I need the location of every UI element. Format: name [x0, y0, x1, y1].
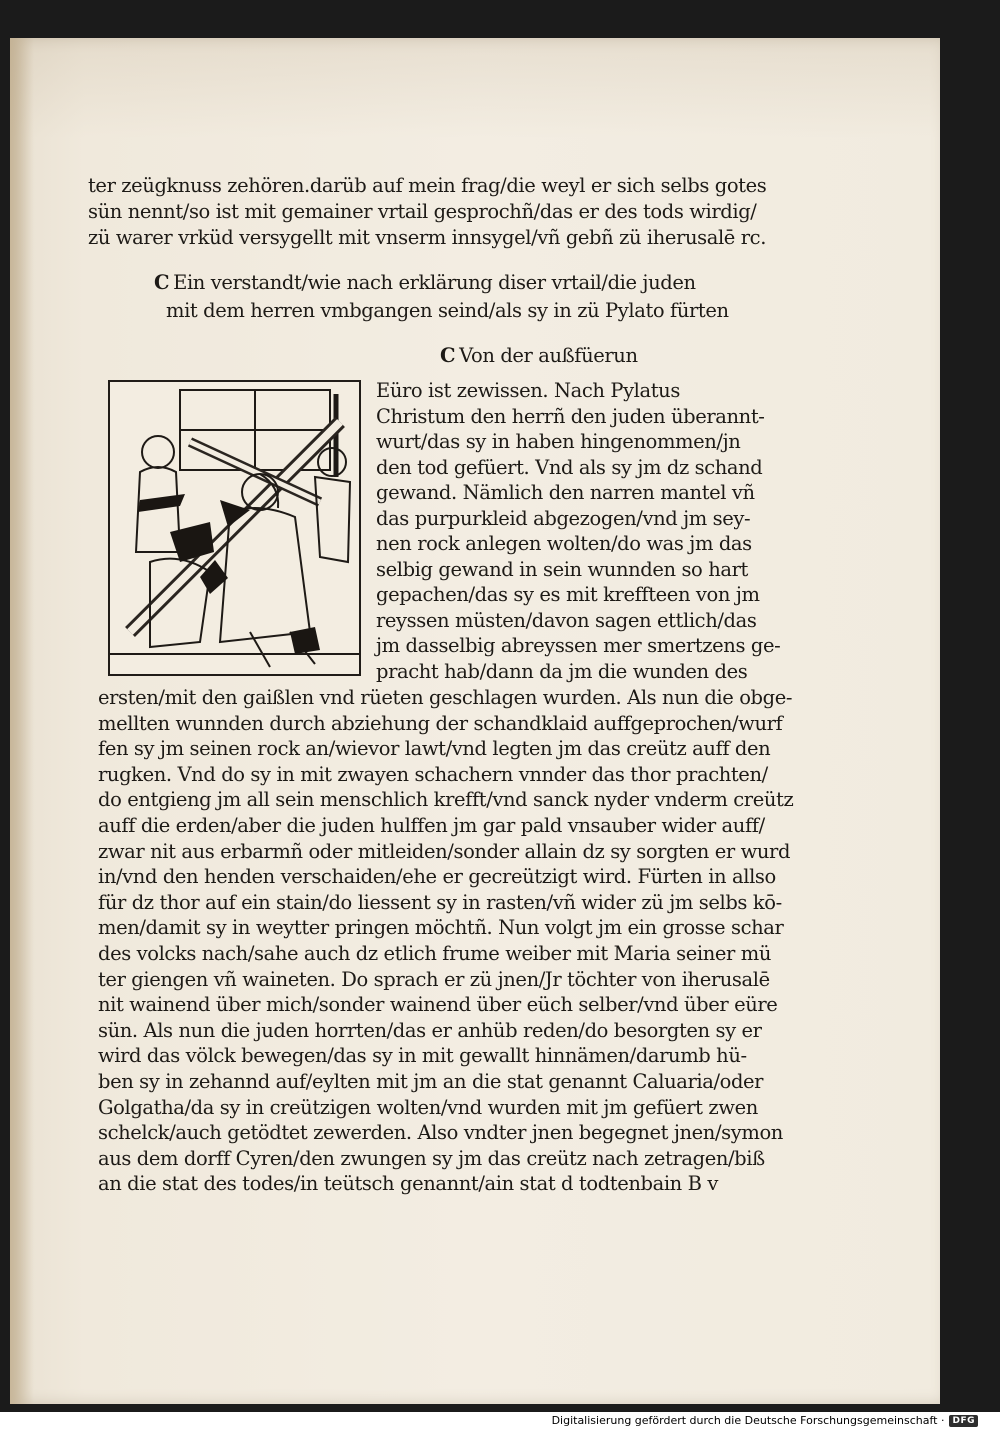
text-line: gepachen/das sy es mit kreffteen von jm — [376, 583, 760, 606]
text-line: gewand. Nämlich den narren mantel vñ — [376, 481, 755, 504]
text-line: nit wainend über mich/sonder wainend über eüch selber/vnd über eüre — [98, 993, 778, 1017]
digitization-credit — [552, 1414, 978, 1427]
text-line: in/vnd den henden verschaiden/ehe er gecreützigt wird. Fürten in allso — [98, 865, 776, 889]
heading-line: Ein verstandt/wie nach erklärung diser vrtail/die juden — [173, 271, 696, 294]
text-line: do entgieng jm all sein menschlich krefft/vnd sanck nyder vnderm creütz — [98, 788, 794, 812]
text-line: ben sy in zehannd auf/eylten mit jm an die stat genannt Caluaria/oder — [98, 1070, 764, 1093]
text-line: wurt/das sy in haben hingenommen/jn — [376, 430, 741, 453]
pilcrow-mark: C — [440, 344, 456, 367]
text-line: selbig gewand in sein wunnden so hart — [376, 557, 748, 581]
pilcrow-mark: C — [154, 271, 170, 294]
text-line: aus dem dorff Cyren/den zwungen sy jm das creütz nach zetragen/biß — [98, 1146, 765, 1170]
text-line-initial: Eüro ist zewissen. Nach Pylatus — [376, 379, 680, 402]
woodcut-illustration — [108, 380, 361, 676]
text-line: Christum den herrñ den juden überannt- — [376, 404, 765, 428]
text-line: rugken. Vnd do sy in mit zwayen schachern vnnder das thor prachten/ — [98, 762, 768, 786]
text-line: zwar nit aus erbarmñ oder mitleiden/sonder allain dz sy sorgten er wurd — [98, 839, 791, 863]
text-line: jm dasselbig abreyssen mer smertzens ge- — [376, 634, 781, 657]
text-line: zü warer vrküd versygellt mit vnserm innsygel/vñ gebñ zü iherusalē rc. — [88, 226, 766, 249]
text-line: reyssen müsten/davon sagen ettlich/das — [376, 608, 757, 632]
heading-line: mit dem herren vmbgangen seind/als sy in zü Pylato fürten — [166, 299, 729, 322]
text-line-last: an die stat des todes/in teütsch genannt/ain stat d todtenbain B v — [98, 1172, 718, 1196]
text-line: den tod gefüert. Vnd als sy jm dz schand — [376, 455, 763, 479]
text-line: ter zeügknuss zehören.darüb auf mein frag/die weyl er sich selbs gotes — [88, 174, 767, 197]
text-line: des volcks nach/sahe auch dz etlich frume weiber mit Maria seiner mü — [98, 942, 772, 965]
chapter-title-text: Von der außfüerun — [459, 344, 638, 367]
christ-carrying-cross-woodcut-icon — [110, 382, 359, 674]
text-line: nen rock anlegen wolten/do was jm das — [376, 532, 752, 555]
text-line: das purpurkleid abgezogen/vnd jm sey- — [376, 506, 751, 530]
text-line: ter giengen vñ waineten. Do sprach er zü jnen/Jr töchter von iherusalē — [98, 967, 770, 991]
text-line: fen sy jm seinen rock an/wievor lawt/vnd legten jm das creütz auff den — [98, 737, 771, 761]
text-line: sün. Als nun die juden horrten/das er anhüb reden/do besorgten sy er — [98, 1018, 762, 1042]
text-line: schelck/auch getödtet zewerden. Also vndter jnen begegnet jnen/symon — [98, 1121, 783, 1145]
text-line: für dz thor auf ein stain/do liessent sy in rasten/vñ wider zü jm selbs kō- — [98, 890, 782, 914]
book-page — [10, 38, 940, 1404]
text-line: sün nennt/so ist mit gemainer vrtail gesprochñ/das er des tods wirdig/ — [88, 200, 757, 223]
text-line: men/damit sy in weytter pringen möchtñ. Nun volgt jm ein grosse schar — [98, 916, 784, 940]
text-line: mellten wunnden durch abziehung der schandklaid auffgeprochen/wurf — [98, 711, 783, 735]
text-line: pracht hab/dann da jm die wunden des — [376, 659, 748, 683]
credit-text: Digitalisierung gefördert durch die Deutsche Forschungsgemeinschaft · — [551, 1414, 945, 1427]
text-line: wird das völck bewegen/das sy in mit gewallt hinnämen/darumb hü- — [98, 1044, 747, 1068]
dfg-logo-icon: DFG — [949, 1415, 978, 1427]
text-line: ersten/mit den gaißlen vnd rüeten geschlagen wurden. Als nun die obge- — [98, 686, 793, 709]
chapter-title — [440, 346, 638, 366]
text-line: Golgatha/da sy in creützigen wolten/vnd wurden mit jm gefüert zwen — [98, 1095, 758, 1119]
text-line: auff die erden/aber die juden hulffen jm gar pald vnsauber wider auff/ — [98, 814, 765, 837]
